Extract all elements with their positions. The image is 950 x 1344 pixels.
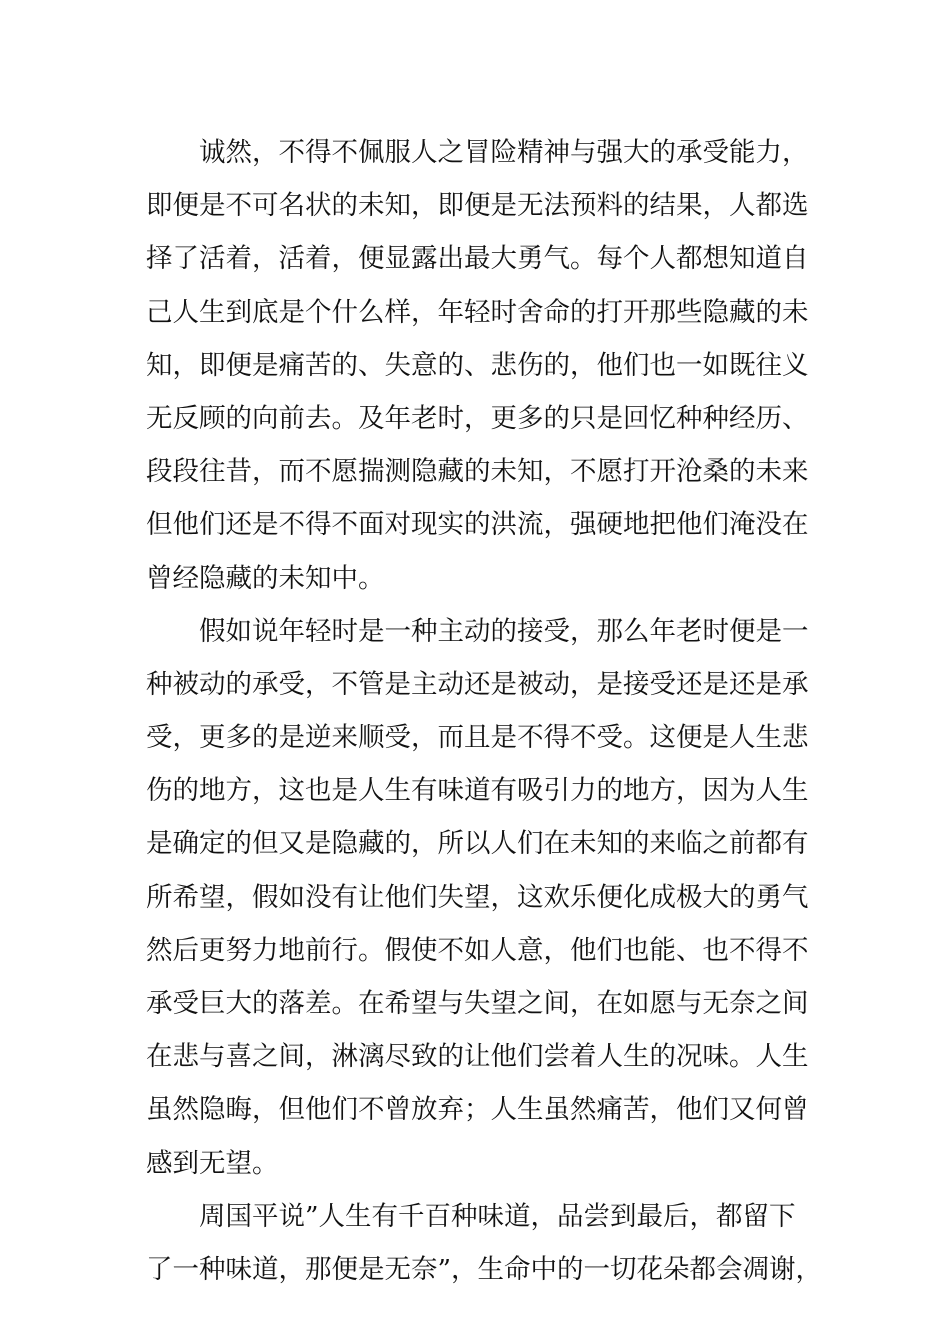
text-line: 诚然，不得不佩服人之冒险精神与强大的承受能力， [199,137,809,168]
article-body [146,126,823,1296]
paragraph-1 [146,126,808,605]
text-line: 即便是不可名状的未知，即便是无法预料的结果，人都选 [146,190,809,222]
text-line: 受，更多的是逆来顺受，而且是不得不受。这便是人生悲 [146,722,809,754]
text-line: 虽然隐晦，但他们不曾放弃；人生虽然痛苦，他们又何曾 [146,1094,809,1126]
text-line: 周国平说”人生有千百种味道，品尝到最后，都留下 [199,1200,796,1232]
text-line: 曾经隐藏的未知中。 [146,562,385,594]
text-line: 择了活着，活着，便显露出最大勇气。每个人都想知道自 [146,243,809,275]
text-line: 然后更努力地前行。假使不如人意，他们也能、也不得不 [146,934,809,966]
text-line: 承受巨大的落差。在希望与失望之间，在如愿与无奈之间 [146,988,809,1019]
text-line: 感到无望。 [146,1147,279,1179]
text-line: 了一种味道，那便是无奈”，生命中的一切花朵都会凋谢， [146,1253,823,1285]
text-line: 假如说年轻时是一种主动的接受，那么年老时便是一 [199,615,809,647]
text-line: 无反顾的向前去。及年老时，更多的只是回忆种种经历、 [146,402,809,434]
text-line: 伤的地方，这也是人生有味道有吸引力的地方，因为人生 [146,775,809,807]
text-line: 段段往昔，而不愿揣测隐藏的未知，不愿打开沧桑的未来 [146,456,809,488]
text-line: 所希望，假如没有让他们失望，这欢乐便化成极大的勇气 [146,881,809,913]
text-line: 在悲与喜之间，淋漓尽致的让他们尝着人生的况味。人生 [146,1041,809,1073]
paragraph-2 [146,605,808,1190]
text-line: 知，即便是痛苦的、失意的、悲伤的，他们也一如既往义 [146,349,809,381]
text-line: 种被动的承受，不管是主动还是被动，是接受还是还是承 [146,668,809,700]
paragraph-3 [146,1190,823,1296]
text-line: 是确定的但又是隐藏的，所以人们在未知的来临之前都有 [146,828,809,860]
text-line: 但他们还是不得不面对现实的洪流，强硬地把他们淹没在 [146,509,809,541]
text-line: 己人生到底是个什么样，年轻时舍命的打开那些隐藏的未 [146,296,809,328]
